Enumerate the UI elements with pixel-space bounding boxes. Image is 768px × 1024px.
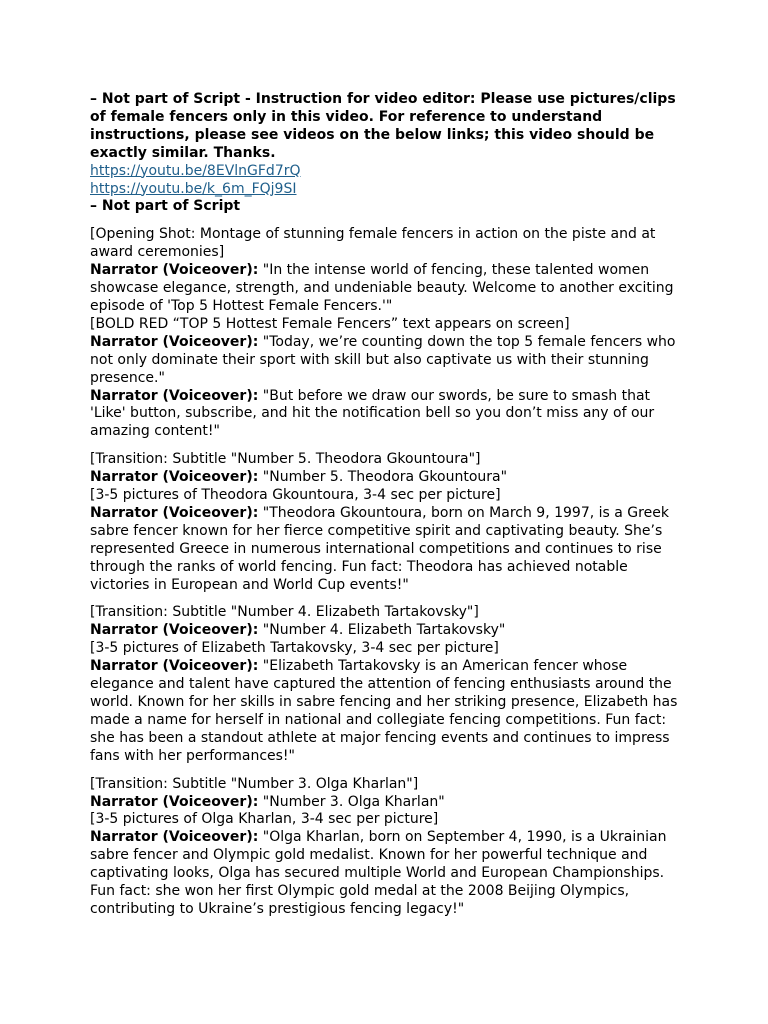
narrator-line — [90, 469, 680, 487]
narrator-label: Narrator (Voiceover): — [90, 469, 259, 486]
pictures-direction: [3-5 pictures of Olga Kharlan, 3-4 sec per picture] — [90, 811, 439, 828]
opening-shot-direction: [Opening Shot: Montage of stunning female fencers in action on the piste and at award ceremonies] — [90, 226, 656, 261]
pictures-direction: [3-5 pictures of Theodora Gkountoura, 3-4 sec per picture] — [90, 487, 501, 504]
narrator-label: Narrator (Voiceover): — [90, 829, 259, 846]
narrator-label: Narrator (Voiceover): — [90, 333, 259, 350]
narrator-line — [90, 388, 680, 442]
narrator-line — [90, 262, 680, 316]
transition-direction: [Transition: Subtitle "Number 4. Elizabeth Tartakovsky"] — [90, 604, 479, 621]
intro-block — [90, 226, 680, 441]
section-number-5 — [90, 451, 680, 594]
narrator-text: "Today, we’re counting down the top 5 female fencers who not only dominate their sport with skill but also captivate us with their stunning presence." — [90, 333, 676, 386]
narrator-text: "Olga Kharlan, born on September 4, 1990, is a Ukrainian sabre fencer and Olympic gold medalist. Known for her powerful technique and captivating looks, Olga has secured multiple World and European Championships. Fun fact: she won her first Olympic gold medal at the 2008 Beijing Olympics, contributing to Ukraine’s prestigious fencing legacy!" — [90, 829, 667, 917]
narrator-label: Narrator (Voiceover): — [90, 262, 259, 279]
narrator-label: Narrator (Voiceover): — [90, 658, 259, 675]
narrator-text: "Number 4. Elizabeth Tartakovsky" — [258, 622, 506, 639]
editor-note-closing: – Not part of Script — [90, 198, 241, 215]
narrator-line — [90, 334, 680, 388]
narrator-text: "Theodora Gkountoura, born on March 9, 1997, is a Greek sabre fencer known for her fierce competitive spirit and captivating beauty. She’s represented Greece in numerous international competitions and continues to rise through the ranks of world fencing. Fun fact: Theodora has achieved notable victories in European and World Cup events!" — [90, 504, 669, 593]
narrator-line — [90, 622, 680, 640]
narrator-text: "Elizabeth Tartakovsky is an American fencer whose elegance and talent have captured the attention of fencing enthusiasts around the world. Known for her skills in sabre fencing and her striking presence, Elizabeth has made a name for herself in national and collegiate fencing competitions. Fun fact: she has been a standout athlete at major fencing events and continues to impress fans with her performances!" — [90, 658, 678, 764]
narrator-label: Narrator (Voiceover): — [90, 387, 259, 404]
narrator-text: "But before we draw our swords, be sure to smash that 'Like' button, subscribe, and hit the notification bell so you don’t miss any of our amazing content!" — [90, 387, 655, 440]
narrator-text: "Number 3. Olga Kharlan" — [258, 793, 445, 810]
transition-direction: [Transition: Subtitle "Number 5. Theodora Gkountoura"] — [90, 451, 481, 468]
section-number-4 — [90, 604, 680, 765]
narrator-label: Narrator (Voiceover): — [90, 622, 259, 639]
narrator-line — [90, 658, 680, 765]
narrator-line — [90, 829, 680, 919]
narrator-label: Narrator (Voiceover): — [90, 793, 259, 810]
narrator-text: "In the intense world of fencing, these talented women showcase elegance, strength, and undeniable beauty. Welcome to another exciting episode of 'Top 5 Hottest Female Fencers.'" — [90, 262, 674, 314]
narrator-line — [90, 794, 680, 812]
pictures-direction: [3-5 pictures of Elizabeth Tartakovsky, 3-4 sec per picture] — [90, 640, 499, 657]
editor-instruction: – Not part of Script - Instruction for video editor: Please use pictures/clips of female fencers only in this video. For reference to understand instructions, please see videos on the below links; this video should be exactly similar. Thanks. — [90, 91, 676, 161]
section-number-3 — [90, 776, 680, 919]
reference-link-1[interactable]: https://youtu.be/8EVlnGFd7rQ — [90, 162, 301, 179]
reference-link-2[interactable]: https://youtu.be/k_6m_FQj9SI — [90, 180, 297, 197]
editor-note — [90, 91, 680, 216]
narrator-label: Narrator (Voiceover): — [90, 504, 259, 521]
bold-red-direction: [BOLD RED “TOP 5 Hottest Female Fencers” text appears on screen] — [90, 315, 570, 332]
narrator-line — [90, 505, 680, 595]
document-page — [90, 91, 680, 919]
transition-direction: [Transition: Subtitle "Number 3. Olga Kharlan"] — [90, 775, 419, 792]
narrator-text: "Number 5. Theodora Gkountoura" — [258, 469, 508, 486]
